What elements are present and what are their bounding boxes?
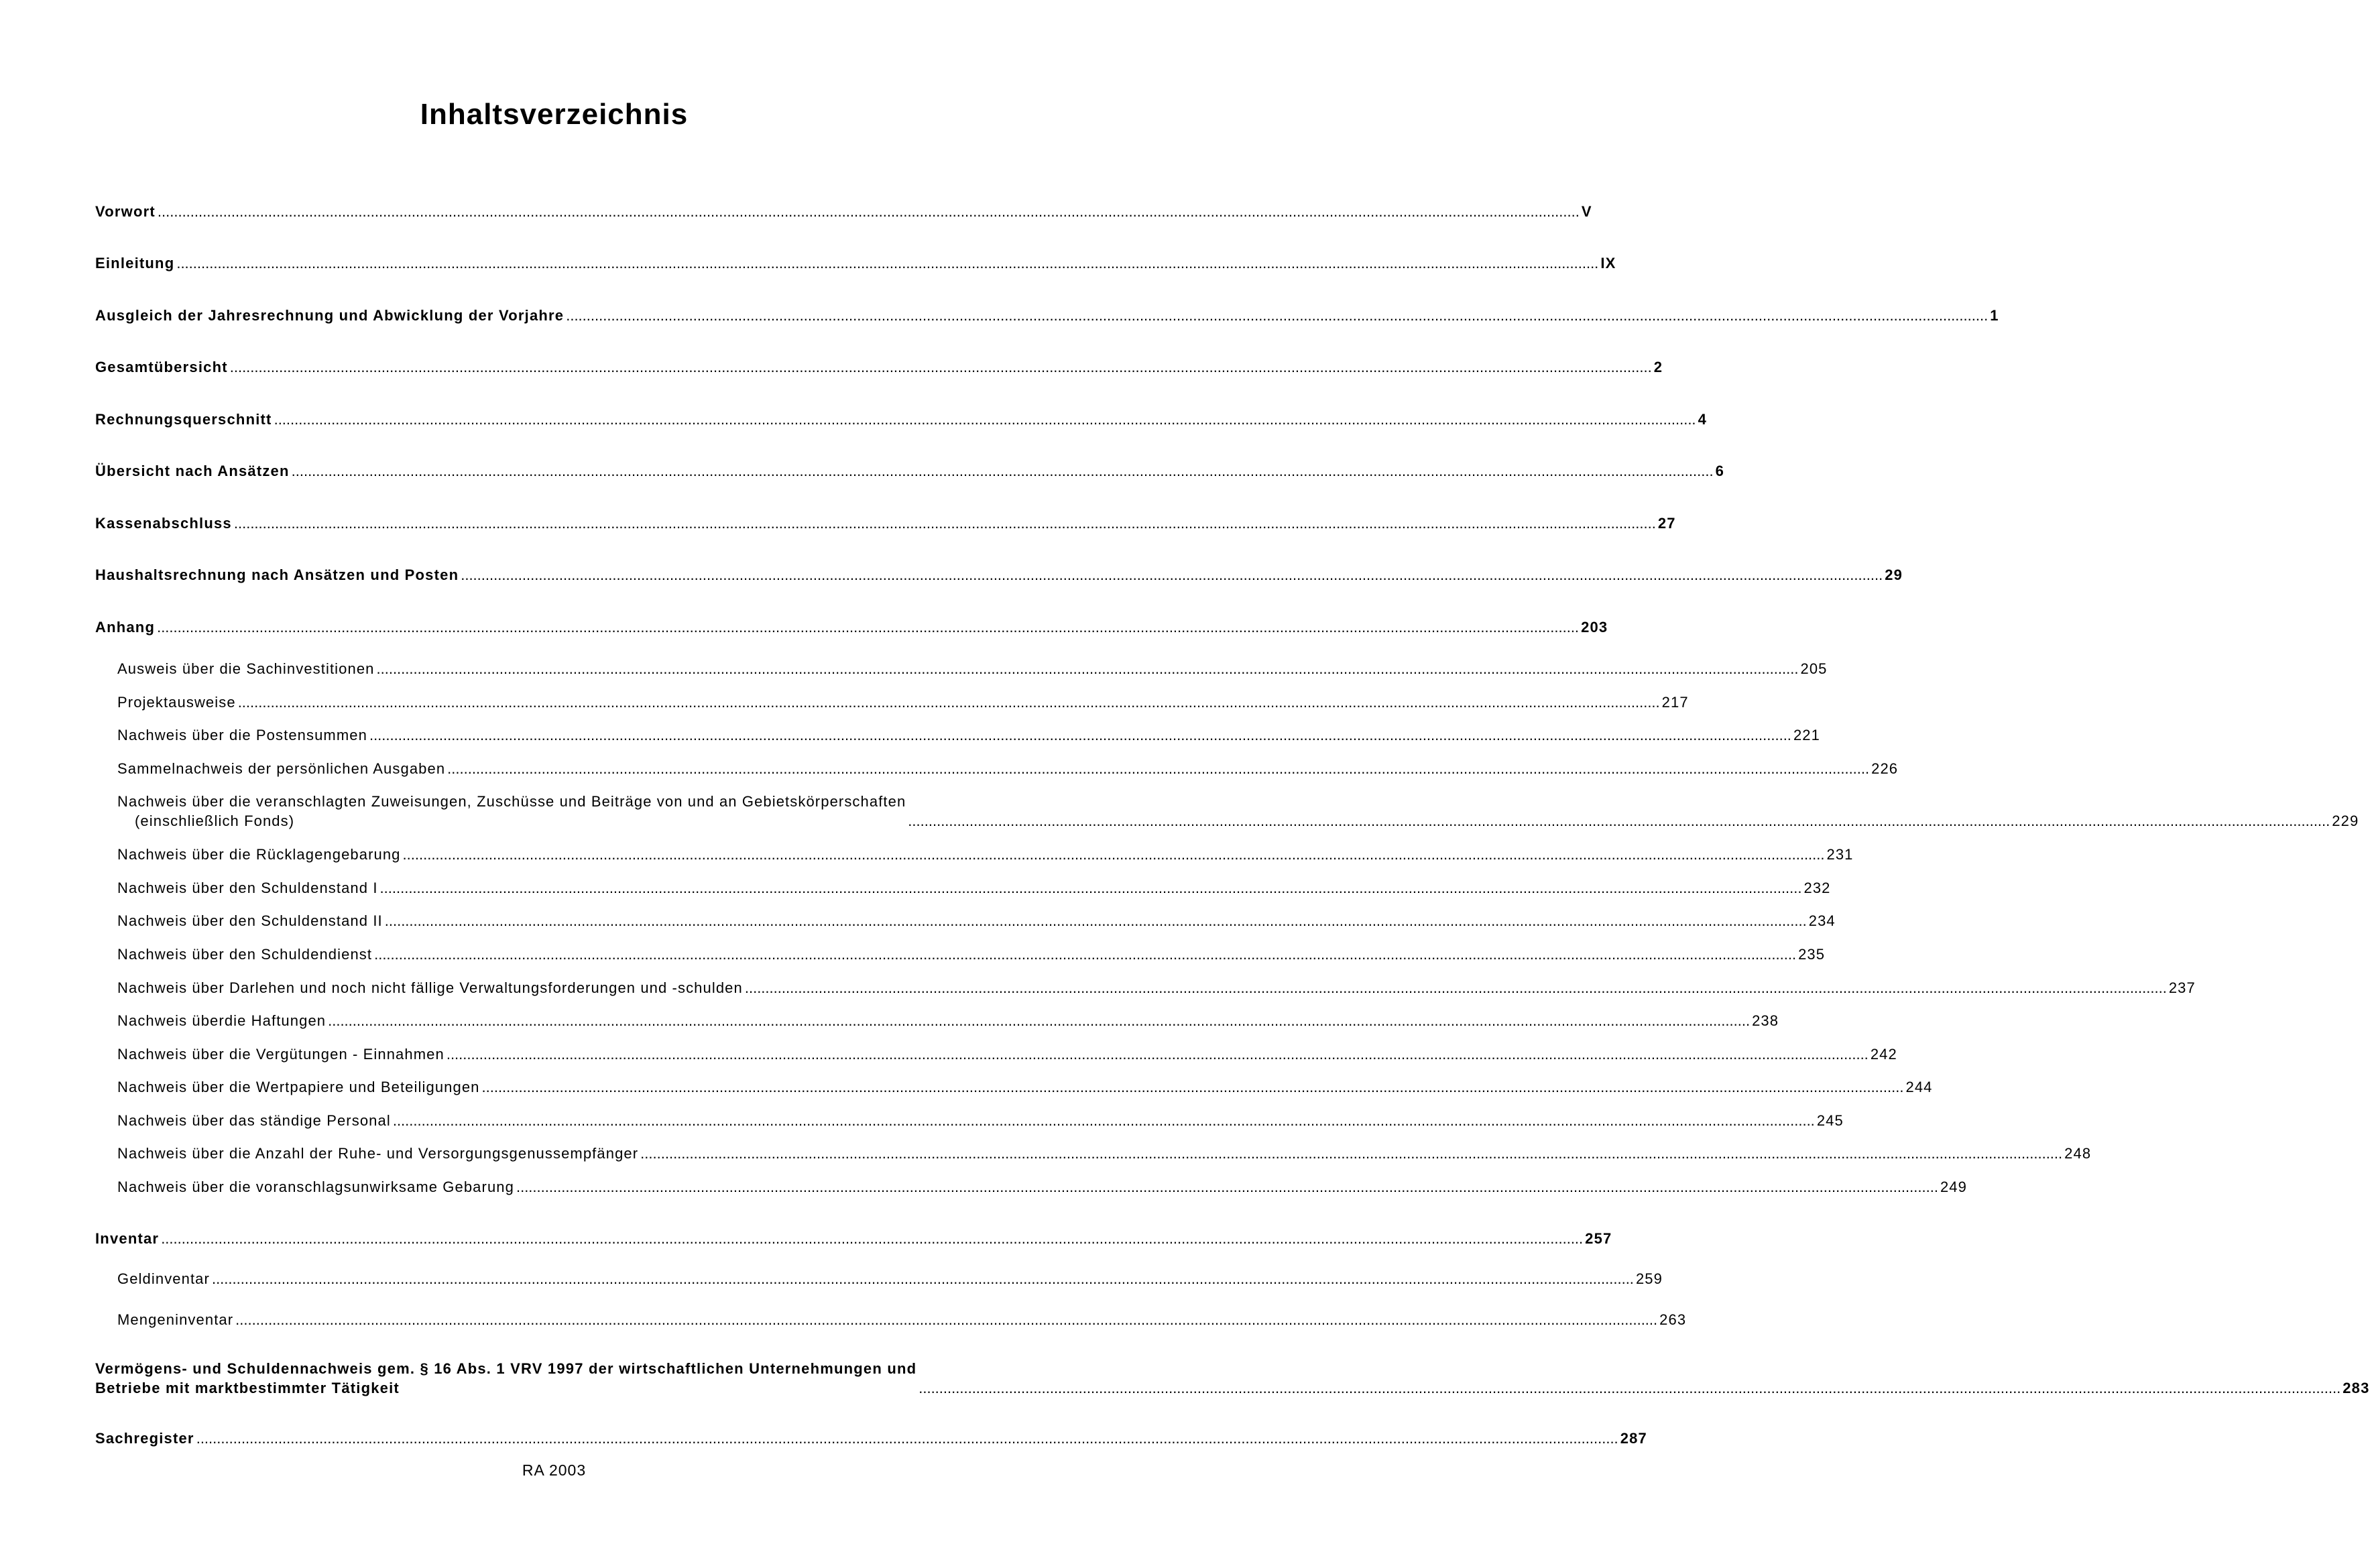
toc-entry-label: Nachweis überdie Haftungen (117, 1012, 327, 1029)
toc-entry-page: V (1581, 203, 1592, 220)
leader-dots: ........................................................................................................................................................................................................................................................................................................................................................... (235, 1311, 1658, 1328)
toc-subentry-ruecklagengebarung[interactable] (117, 845, 1854, 864)
leader-dots: ........................................................................................................................................................................................................................................................................................................................................................... (233, 515, 1656, 532)
toc-entry-page: 231 (1826, 846, 1854, 863)
leader-dots: ........................................................................................................................................................................................................................................................................................................................................................... (176, 255, 1599, 272)
toc-subentry-persoenliche-ausgaben[interactable] (117, 759, 1899, 778)
leader-dots: ........................................................................................................................................................................................................................................................................................................................................................... (919, 1380, 2341, 1396)
leader-dots: ........................................................................................................................................................................................................................................................................................................................................................... (369, 727, 1791, 743)
page-footer: RA 2003 (522, 1461, 587, 1479)
toc-entry-label: Anhang (95, 619, 156, 636)
toc-entry-label: Nachweis über die voranschlagsunwirksame Gebarung (117, 1179, 514, 1195)
toc-entry-label: Nachweis über die Vergütungen - Einnahmen (117, 1046, 445, 1063)
leader-dots: ........................................................................................................................................................................................................................................................................................................................................................... (640, 1145, 2063, 1162)
leader-dots: ........................................................................................................................................................................................................................................................................................................................................................... (516, 1179, 1938, 1195)
leader-dots: ........................................................................................................................................................................................................................................................................................................................................................... (376, 660, 1799, 677)
toc-entry-label: Kassenabschluss (95, 515, 232, 532)
toc-entry-label-line2: (einschließlich Fonds) (135, 812, 295, 829)
leader-dots: ........................................................................................................................................................................................................................................................................................................................................................... (446, 1046, 1869, 1063)
leader-dots: ........................................................................................................................................................................................................................................................................................................................................................... (392, 1112, 1815, 1129)
toc-entry-label: Mengeninventar (117, 1311, 234, 1328)
toc-entry-label: Haushaltsrechnung nach Ansätzen und Posten (95, 566, 459, 583)
toc-entry-page: 244 (1905, 1079, 1933, 1095)
toc-entry-vorwort[interactable] (95, 202, 1592, 221)
toc-entry-label: Geldinventar (117, 1270, 210, 1287)
toc-entry-haushaltsrechnung[interactable] (95, 565, 1903, 585)
leader-dots: ........................................................................................................................................................................................................................................................................................................................................................... (402, 846, 1825, 863)
toc-entry-page: 249 (1940, 1179, 1967, 1195)
toc-entry-label: Nachweis über den Schuldenstand I (117, 880, 378, 896)
toc-entry-page: 203 (1581, 619, 1608, 636)
leader-dots: ........................................................................................................................................................................................................................................................................................................................................................... (211, 1270, 1634, 1287)
toc-entry-page: 27 (1657, 515, 1676, 532)
toc-entry-label: Rechnungsquerschnitt (95, 411, 272, 428)
leader-dots: ........................................................................................................................................................................................................................................................................................................................................................... (384, 912, 1807, 929)
leader-dots: ........................................................................................................................................................................................................................................................................................................................................................... (481, 1079, 1904, 1095)
leader-dots: ........................................................................................................................................................................................................................................................................................................................................................... (908, 812, 2330, 829)
toc-entry-page: 6 (1715, 463, 1725, 479)
toc-entry-page: 29 (1885, 566, 1903, 583)
toc-subentry-schuldendienst[interactable] (117, 945, 1826, 964)
toc-entry-page: 235 (1798, 946, 1826, 963)
toc-entry-label: Nachweis über die Anzahl der Ruhe- und Versorgungsgenussempfänger (117, 1145, 639, 1162)
leader-dots: ........................................................................................................................................................................................................................................................................................................................................................... (274, 411, 1696, 428)
toc-subentry-personal[interactable] (117, 1111, 1844, 1130)
toc-entry-kassenabschluss[interactable] (95, 514, 1676, 533)
toc-entry-page: 238 (1752, 1012, 1779, 1029)
toc-entry-page: 2 (1653, 359, 1663, 375)
leader-dots: ........................................................................................................................................................................................................................................................................................................................................................... (374, 946, 1797, 963)
toc-subentry-ruhegenuss[interactable] (117, 1144, 2092, 1163)
toc-entry-page: 221 (1793, 727, 1820, 743)
toc-entry-label: Übersicht nach Ansätzen (95, 463, 290, 479)
leader-dots: ........................................................................................................................................................................................................................................................................................................................................................... (328, 1012, 1751, 1029)
leader-dots: ........................................................................................................................................................................................................................................................................................................................................................... (744, 979, 2167, 996)
leader-dots: ........................................................................................................................................................................................................................................................................................................................................................... (461, 566, 1883, 583)
leader-dots: ........................................................................................................................................................................................................................................................................................................................................................... (157, 619, 1580, 636)
toc-entry-anhang[interactable] (95, 617, 1608, 637)
toc-subentry-haftungen[interactable] (117, 1011, 1779, 1030)
toc-entry-gesamtuebersicht[interactable] (95, 357, 1663, 377)
toc-entry-label: Nachweis über die Postensummen (117, 727, 367, 743)
toc-subentry-mengeninventar[interactable] (117, 1310, 1687, 1329)
toc-entry-page: 229 (2332, 812, 2359, 829)
toc-entry-vermoegensnachweis[interactable] (95, 1359, 2370, 1398)
toc-entry-label: Einleitung (95, 255, 175, 272)
leader-dots: ........................................................................................................................................................................................................................................................................................................................................................... (161, 1230, 1584, 1247)
toc-entry-label: Nachweis über das ständige Personal (117, 1112, 391, 1129)
toc-entry-label: Nachweis über Darlehen und noch nicht fällige Verwaltungsforderungen und -schulden (117, 979, 743, 996)
leader-dots: ........................................................................................................................................................................................................................................................................................................................................................... (379, 880, 1802, 896)
toc-entry-page: 263 (1659, 1311, 1687, 1328)
toc-subentry-darlehen[interactable] (117, 978, 2196, 998)
toc-entry-label (95, 1359, 916, 1398)
toc-subentry-geldinventar[interactable] (117, 1269, 1663, 1288)
leader-dots: ........................................................................................................................................................................................................................................................................................................................................................... (196, 1430, 1618, 1447)
toc-entry-label: Gesamtübersicht (95, 359, 228, 375)
toc-entry-ausgleich[interactable] (95, 306, 1999, 325)
toc-entry-page: 226 (1871, 760, 1899, 777)
toc-entry-label: Projektausweise (117, 694, 236, 711)
toc-entry-label: Inventar (95, 1230, 160, 1247)
toc-subentry-voranschlagsunwirksam[interactable] (117, 1177, 1967, 1197)
toc-entry-page: 205 (1800, 660, 1828, 677)
toc-entry-page: 287 (1620, 1430, 1647, 1447)
toc-entry-label: Nachweis über die Wertpapiere und Beteiligungen (117, 1079, 480, 1095)
leader-dots: ........................................................................................................................................................................................................................................................................................................................................................... (566, 307, 1989, 324)
toc-subentry-verguetungen[interactable] (117, 1044, 1897, 1064)
toc-entry-page: 232 (1803, 880, 1831, 896)
toc-subentry-postensummen[interactable] (117, 725, 1820, 745)
toc-entry-label: Nachweis über die Rücklagengebarung (117, 846, 401, 863)
toc-entry-page: 257 (1585, 1230, 1612, 1247)
toc-entry-label (117, 792, 906, 831)
toc-subentry-schuldenstand-2[interactable] (117, 911, 1836, 930)
toc-entry-inventar[interactable] (95, 1229, 1612, 1248)
toc-entry-page: 217 (1661, 694, 1689, 711)
toc-entry-page: 237 (2168, 979, 2196, 996)
toc-entry-einleitung[interactable] (95, 253, 1616, 273)
toc-entry-label-line2: Betriebe mit marktbestimmter Tätigkeit (95, 1380, 400, 1396)
toc-entry-sachregister[interactable] (95, 1429, 1647, 1448)
toc-entry-label: Vorwort (95, 203, 156, 220)
toc-entry-page: 4 (1698, 411, 1707, 428)
toc-subentry-schuldenstand-1[interactable] (117, 878, 1831, 898)
toc-entry-label-line1: Vermögens- und Schuldennachweis gem. § 16 Abs. 1 VRV 1997 der wirtschaftlichen Unternehmungen und (95, 1360, 917, 1377)
toc-subentry-wertpapiere[interactable] (117, 1077, 1933, 1097)
toc-entry-page: 283 (2343, 1380, 2370, 1396)
toc-subentry-projektausweise[interactable] (117, 692, 1689, 712)
toc-entry-label: Nachweis über den Schuldenstand II (117, 912, 383, 929)
toc-entry-rechnungsquerschnitt[interactable] (95, 410, 1707, 429)
page-title: Inhaltsverzeichnis (420, 98, 689, 131)
toc-entry-label: Nachweis über den Schuldendienst (117, 946, 373, 963)
toc-entry-label: Sachregister (95, 1430, 194, 1447)
toc-entry-label: Sammelnachweis der persönlichen Ausgaben (117, 760, 446, 777)
toc-entry-label: Ausgleich der Jahresrechnung und Abwicklung der Vorjahre (95, 307, 565, 324)
toc-entry-page: 248 (2064, 1145, 2092, 1162)
leader-dots: ........................................................................................................................................................................................................................................................................................................................................................... (229, 359, 1652, 375)
toc-entry-page: 245 (1816, 1112, 1844, 1129)
leader-dots: ........................................................................................................................................................................................................................................................................................................................................................... (291, 463, 1714, 479)
toc-entry-label-line1: Nachweis über die veranschlagten Zuweisungen, Zuschüsse und Beiträge von und an Gebietskörperschaften (117, 793, 906, 810)
toc-entry-uebersicht-ansaetze[interactable] (95, 461, 1725, 481)
toc-entry-page: 242 (1870, 1046, 1897, 1063)
toc-entry-page: 259 (1635, 1270, 1663, 1287)
toc-subentry-sachinvestitionen[interactable] (117, 659, 1828, 678)
leader-dots: ........................................................................................................................................................................................................................................................................................................................................................... (157, 203, 1580, 220)
toc-entry-page: IX (1600, 255, 1616, 272)
toc-entry-label: Ausweis über die Sachinvestitionen (117, 660, 375, 677)
leader-dots: ........................................................................................................................................................................................................................................................................................................................................................... (447, 760, 1870, 777)
toc-entry-page: 234 (1808, 912, 1836, 929)
toc-entry-page: 1 (1990, 307, 1999, 324)
leader-dots: ........................................................................................................................................................................................................................................................................................................................................................... (237, 694, 1660, 711)
toc-subentry-zuweisungen[interactable] (117, 792, 2359, 831)
